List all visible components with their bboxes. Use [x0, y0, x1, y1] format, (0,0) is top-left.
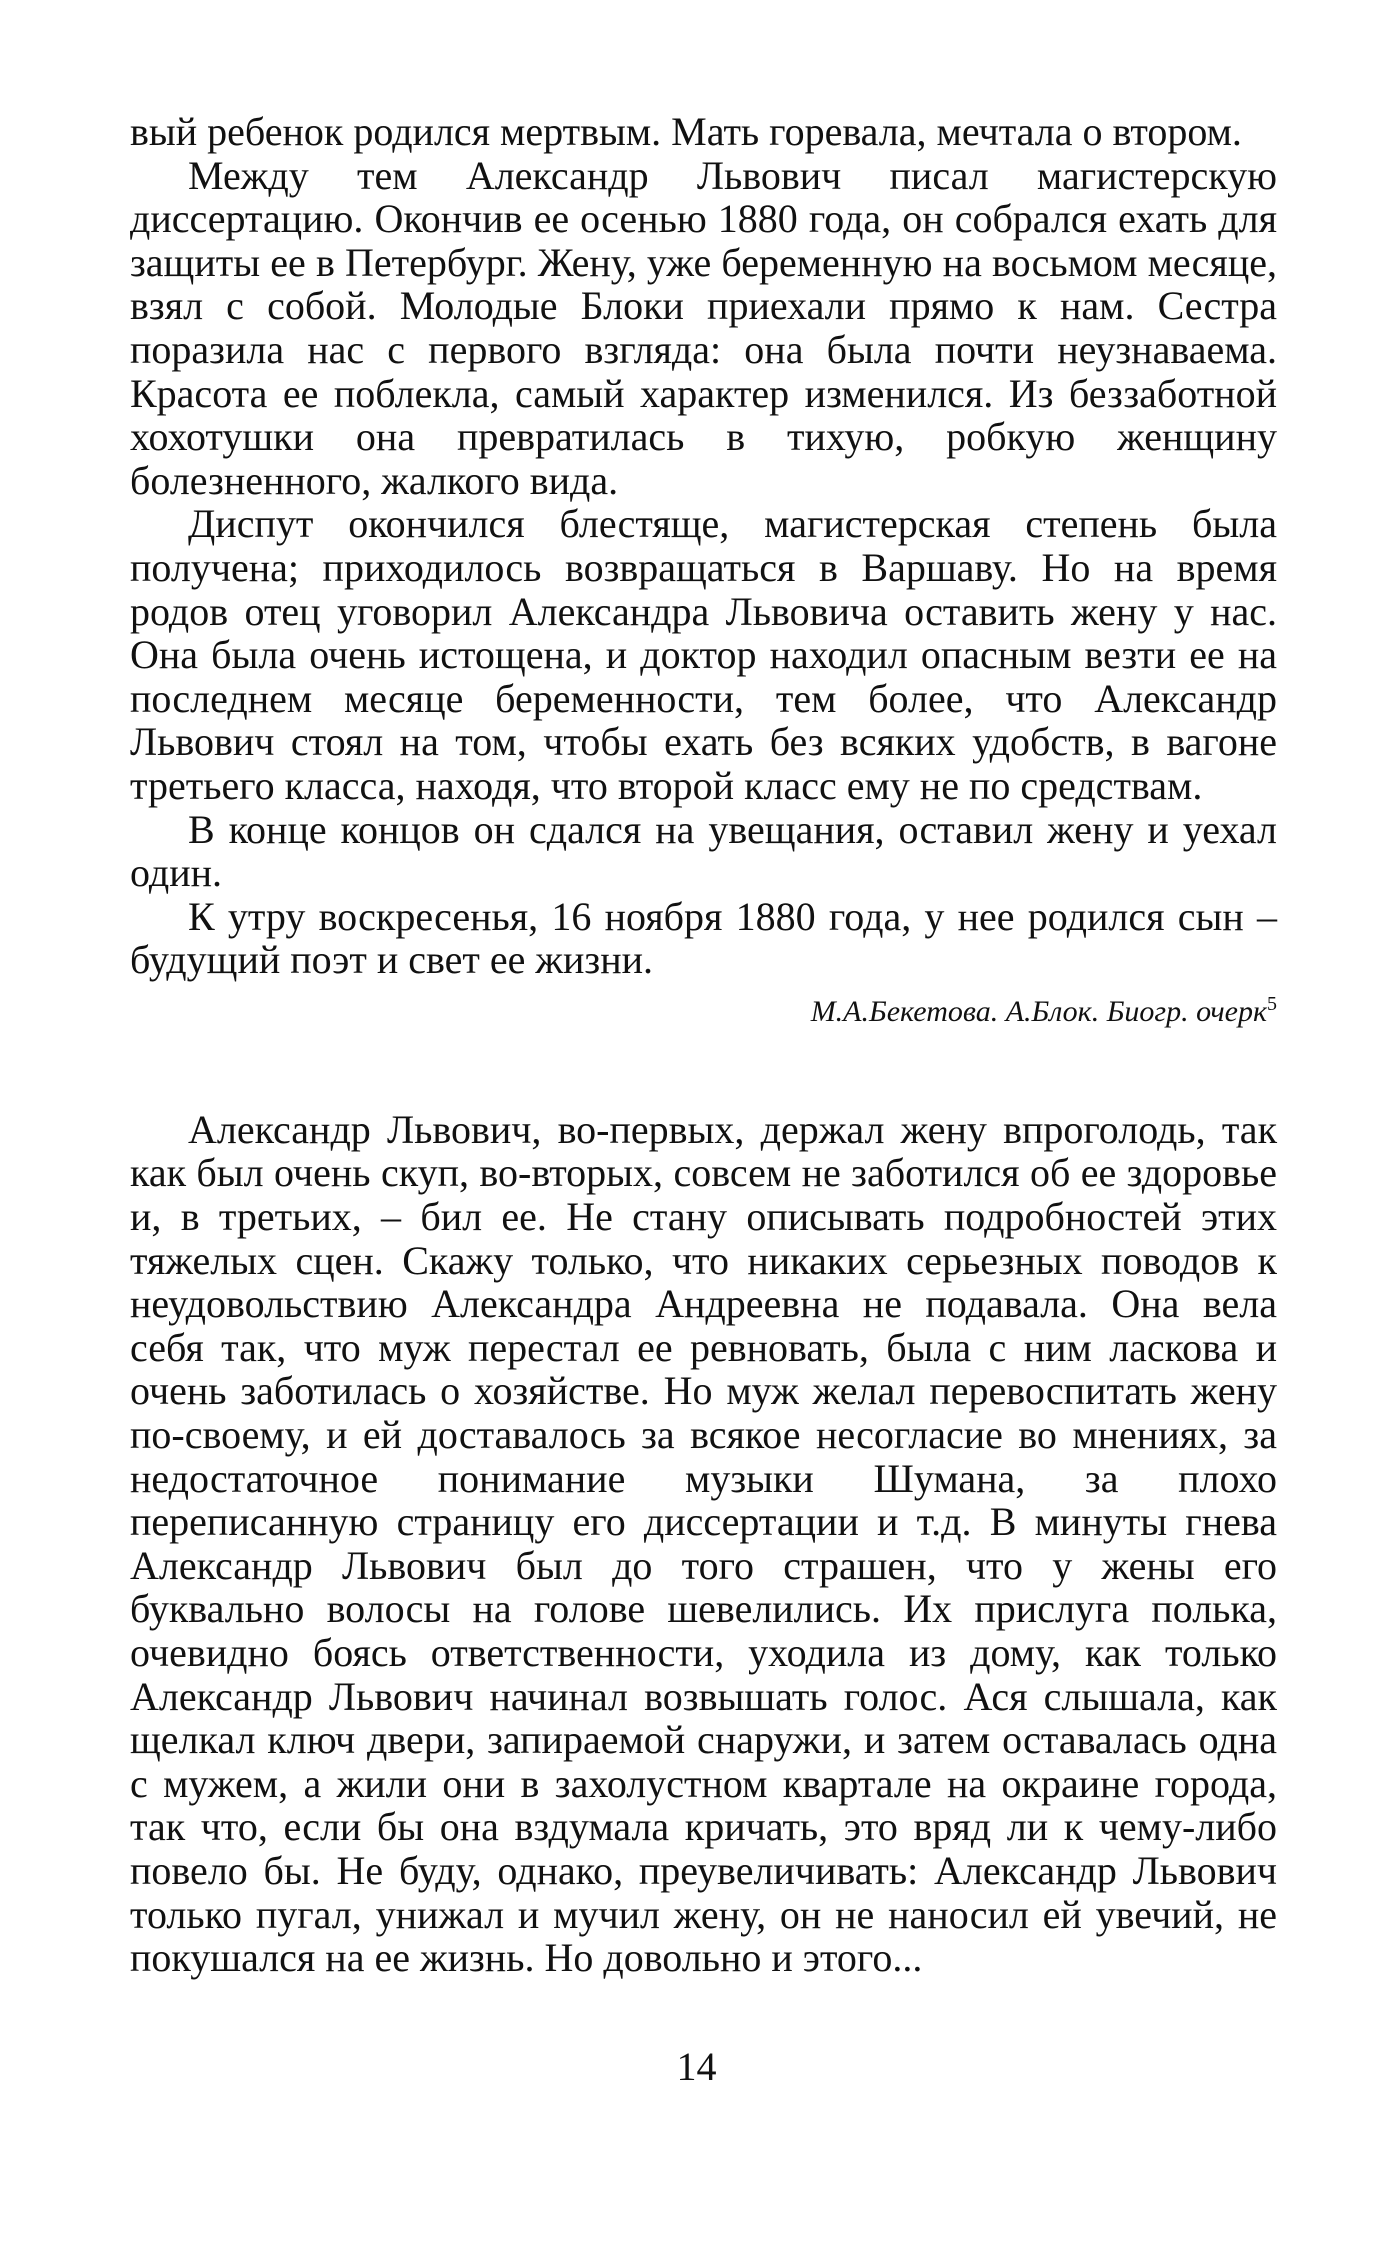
page-number: 14 — [676, 2044, 717, 2089]
quote-paragraph-1: вый ребенок родился мертвым. Мать горевала, мечтала о втором. — [130, 109, 1242, 154]
quote-paragraph-2: Между тем Александр Львович писал магистерскую диссертацию. Окончив ее осенью 1880 года, он собрался ехать для защиты ее в Петербург. Жену, уже беременную на восьмом месяце, взял с собой. Молодые Блоки приехали прямо к нам. Сестра поразила нас с первого взгляда: она была почти неузнаваема. Красота ее поблекла, самый характер изменился. Из беззаботной хохотушки она превратилась в тихую, робкую женщину болезненного, жалкого вида. — [130, 152, 1277, 503]
main-paragraph: Александр Львович, во-первых, держал жену впроголодь, так как был очень скуп, во-вторых, совсем не заботился об ее здоровье и, в третьих, – бил ее. Не стану описывать подробностей этих тяжелых сцен. Скажу только, что никаких серьезных поводов к неудовольствию Александра Андреевна не подавала. Она вела себя так, что муж перестал ее ревновать, была с ним ласкова и очень заботилась о хозяйстве. Но муж желал перевоспитать жену по-своему, и ей доставалось за всякое несогласие во мнениях, за недостаточное понимание музыки Шумана, за плохо переписанную страницу его диссертации и т.д. В минуты гнева Александр Львович был до того страшен, что у жены его буквально волосы на голове шевелились. Их прислуга полька, очевидно боясь ответственности, уходила из дому, как только Александр Львович начинал возвышать голос. Ася слышала, как щелкал ключ двери, запираемой снаружи, и затем оставалась одна с мужем, а жили они в захолустном квартале на окраине города, так что, если бы она вздумала кричать, это вряд ли к чему-либо повело бы. Не буду, однако, преувеличивать: Александр Львович только пугал, унижал и мучил жену, он не наносил ей увечий, не покушался на ее жизнь. Но довольно и этого... — [130, 1106, 1277, 1981]
page-body — [130, 110, 1277, 1980]
main-text-block — [130, 1108, 1277, 1980]
quote-paragraph-5: К утру воскресенья, 16 ноября 1880 года, у нее родился сын – будущий поэт и свет ее жизни. — [130, 893, 1277, 983]
quote-attribution — [130, 984, 1277, 1032]
attribution-text: М.А.Бекетова. А.Блок. Биогр. очерк — [810, 994, 1267, 1028]
footnote-marker: 5 — [1267, 992, 1277, 1015]
quote-paragraph-3: Диспут окончился блестяще, магистерская степень была получена; приходилось возвращаться в Варшаву. Но на время родов отец уговорил Александра Львовича оставить жену у нас. Она была очень истощена, и доктор находил опасным везти ее на последнем месяце беременности, тем более, что Александр Львович стоял на том, чтобы ехать без всяких удобств, в вагоне третьего класса, находя, что второй класс ему не по средствам. — [130, 501, 1277, 808]
quote-paragraph-4: В конце концов он сдался на увещания, оставил жену и уехал один. — [130, 806, 1277, 896]
quote-block — [130, 110, 1277, 1032]
